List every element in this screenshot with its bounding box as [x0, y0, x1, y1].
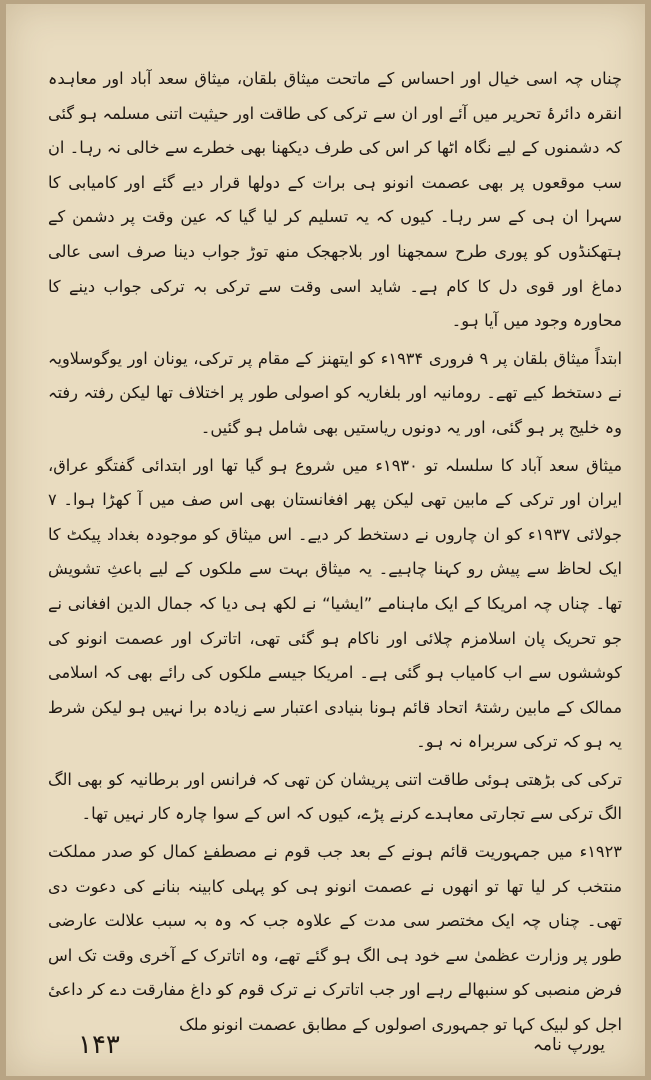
paragraph-4: ترکی کی بڑھتی ہوئی طاقت اتنی پریشان کن تھی کہ فرانس اور برطانیہ کو بھی الگ الگ ترکی سے تجارتی معاہدے کرنے پڑے، کیوں کہ اس کے سوا چارہ کار نہیں تھا۔ [48, 769, 622, 824]
page-number: ۱۴۳ [78, 1030, 120, 1060]
paragraph-5: ۱۹۲۳ء میں جمہوریت قائم ہونے کے بعد جب قوم نے مصطفےٰ کمال کو صدر مملکت منتخب کر لیا تھا تو انھوں نے عصمت انونو ہی کو پہلی کابینہ بنانے کی دعوت دی تھی۔ چناں چہ ایک مختصر سی مدت کے علاوہ جب کہ وہ بہ سبب علالت عارضی طور پر وزارت عظمیٰ سے خود ہی الگ ہو گئے تھے، وہ اتاترک کے آخری وقت تک اس فرض منصبی کو سنبھالے رہے اور جب اتاترک نے ترک قوم کو داغ مفارقت دے کر داعیٔ اجل کو لبیک کہا تو جمہوری اصولوں کے مطابق عصمت انونو ملک [48, 842, 622, 1035]
book-page [6, 4, 645, 1076]
paragraph-1: چناں چہ اسی خیال اور احساس کے ماتحت میثاق بلقان، میثاق سعد آباد اور معاہدہ انقرہ دائرۂ تحریر میں آئے اور ان سے ترکی کی طاقت اور حیثیت اتنی مسلمہ ہو گئی کہ دشمنوں کے لیے نگاہ اٹھا کر اس کی طرف دیکھنا بھی خطرے سے خالی نہ رہا۔ ان سب موقعوں پر بھی عصمت انونو ہی برات کے دولھا قرار دیے گئے اور کامیابی کا سہرا ان ہی کے سر رہا۔ کیوں کہ یہ تسلیم کر لیا گیا کہ عین وقت پر دشمن کے ہتھکنڈوں کو پوری طرح سمجھنا اور بلاجھجک منھ توڑ جواب دینا صرف اسی عالی دماغ اور قوی دل کا کام ہے۔ شاید اسی وقت سے ترکی بہ ترکی جواب دینے کا محاورہ وجود میں آیا ہو۔ [48, 69, 622, 331]
body-text [48, 62, 622, 1043]
paragraph-2: ابتداً میثاق بلقان پر ۹ فروری ۱۹۳۴ء کو ایتھنز کے مقام پر ترکی، یونان اور یوگوسلاویہ نے دستخط کیے تھے۔ رومانیہ اور بلغاریہ کو اصولی طور پر اختلاف تھا لیکن رفتہ رفتہ وہ خلیج پر ہو گئی، اور یہ دونوں ریاستیں بھی شامل ہو گئیں۔ [48, 348, 622, 437]
paragraph-3: میثاق سعد آباد کا سلسلہ تو ۱۹۳۰ء میں شروع ہو گیا تھا اور ابتدائی گفتگو عراق، ایران اور ترکی کے مابین تھی لیکن پھر افغانستان بھی اس صف میں آ کھڑا ہوا۔ ۷ جولائی ۱۹۳۷ء کو ان چاروں نے دستخط کر دیے۔ اس میثاق کو موجودہ بغداد پیکٹ کا ایک لحاظ سے پیش رو کہنا چاہیے۔ یہ میثاق بہت سے ملکوں کے لیے باعثِ تشویش تھا۔ چناں چہ امریکا کے ایک ماہنامے ”ایشیا“ نے لکھ ہی دیا کہ جمال الدین افغانی نے جو تحریک پان اسلامزم چلائی اور ناکام ہو گئی تھی، اتاترک اور عصمت انونو کی کوششوں سے اب کامیاب ہو گئی ہے۔ امریکا جیسے ملکوں کی رائے بھی کہ اسلامی ممالک کے مابین رشتۂ اتحاد قائم ہونا بنیادی اعتبار سے زیادہ برا نہیں ہو لیکن شرط یہ ہو کہ ترکی سربراہ نہ ہو۔ [48, 455, 622, 752]
running-title: یورپ نامہ [532, 1035, 605, 1055]
